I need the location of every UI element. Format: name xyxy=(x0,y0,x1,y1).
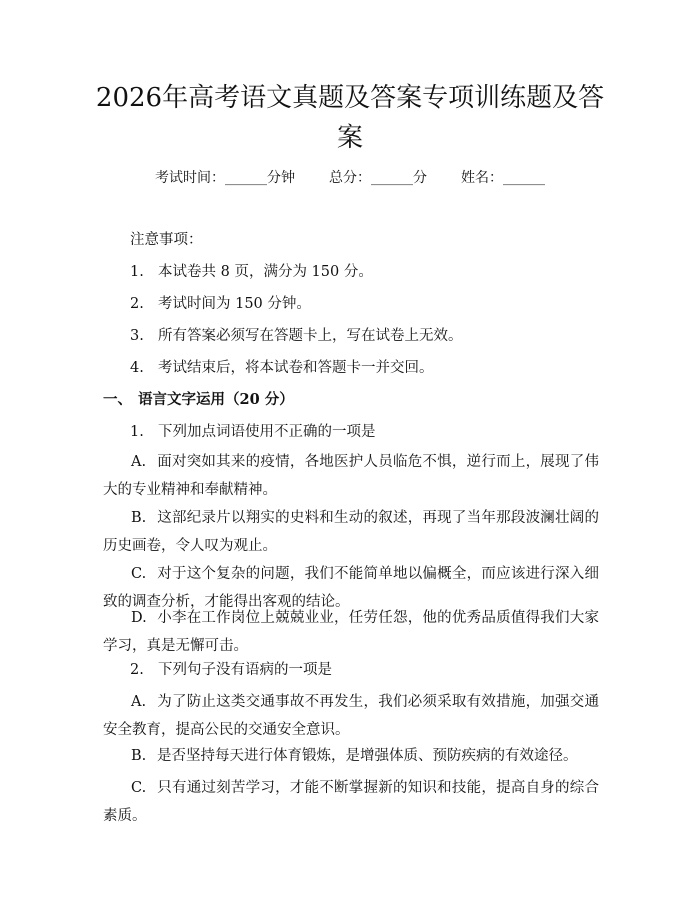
option-text: 是否坚持每天进行体育锻炼，是增强体质、预防疾病的有效途径。 xyxy=(157,748,578,764)
notice-item xyxy=(130,326,463,346)
notice-item-text: 所有答案必须写在答题卡上，写在试卷上无效。 xyxy=(158,328,463,344)
answer-option xyxy=(103,774,599,830)
answer-option xyxy=(103,604,599,660)
notice-item-number: 3. xyxy=(130,328,144,344)
option-label: C. xyxy=(131,566,147,582)
notice-heading: 注意事项： xyxy=(130,232,203,248)
question-text: 下列句子没有语病的一项是 xyxy=(158,662,332,678)
option-label: C. xyxy=(131,780,147,796)
option-label: B. xyxy=(131,748,147,764)
notice-item-text: 本试卷共 8 页，满分为 150 分。 xyxy=(158,264,373,280)
question-number: 2. xyxy=(130,662,144,678)
option-text: 只有通过刻苦学习，才能不断掌握新的知识和技能，提高自身的综合素质。 xyxy=(103,780,599,824)
exam-time-label: 考试时间：______分钟 xyxy=(155,170,295,186)
notice-item-text: 考试时间为 150 分钟。 xyxy=(158,296,311,312)
answer-option xyxy=(103,448,599,504)
section-number: 一、 xyxy=(103,391,132,408)
notice-item xyxy=(130,262,373,282)
page-title: 2026年高考语文真题及答案专项训练题及答案 xyxy=(95,83,605,153)
option-text: 这部纪录片以翔实的史料和生动的叙述，再现了当年那段波澜壮阔的历史画卷，令人叹为观止。 xyxy=(103,510,599,554)
total-score-label: 总分：______分 xyxy=(329,170,427,186)
name-label: 姓名：______ xyxy=(461,170,545,186)
answer-option xyxy=(103,688,599,744)
notice-item xyxy=(130,294,311,314)
option-text: 对于这个复杂的问题，我们不能简单地以偏概全，而应该进行深入细致的调查分析，才能得出客观的结论。 xyxy=(103,566,599,610)
question-stem xyxy=(130,422,376,442)
option-label: D. xyxy=(131,610,147,626)
answer-option xyxy=(103,742,599,770)
option-label: A. xyxy=(131,694,147,710)
notice-item-number: 2. xyxy=(130,296,144,312)
notice-item-text: 考试结束后，将本试卷和答题卡一并交回。 xyxy=(158,360,434,376)
option-label: A. xyxy=(131,454,147,470)
notice-item-number: 4. xyxy=(130,360,144,376)
question-stem xyxy=(130,660,332,680)
question-text: 下列加点词语使用不正确的一项是 xyxy=(158,424,376,440)
section-title: 语言文字运用（20 分） xyxy=(138,391,294,408)
option-text: 小李在工作岗位上兢兢业业，任劳任怨，他的优秀品质值得我们大家学习，真是无懈可击。 xyxy=(103,610,599,654)
notice-item-number: 1. xyxy=(130,264,144,280)
answer-option xyxy=(103,504,599,560)
option-text: 为了防止这类交通事故不再发生，我们必须采取有效措施，加强交通安全教育，提高公民的交通安全意识。 xyxy=(103,694,599,738)
option-text: 面对突如其来的疫情，各地医护人员临危不惧，逆行而上，展现了伟大的专业精神和奉献精神。 xyxy=(103,454,599,498)
exam-info xyxy=(0,168,700,188)
option-label: B. xyxy=(131,510,147,526)
question-number: 1. xyxy=(130,424,144,440)
section-heading xyxy=(103,390,294,410)
notice-item xyxy=(130,358,434,378)
